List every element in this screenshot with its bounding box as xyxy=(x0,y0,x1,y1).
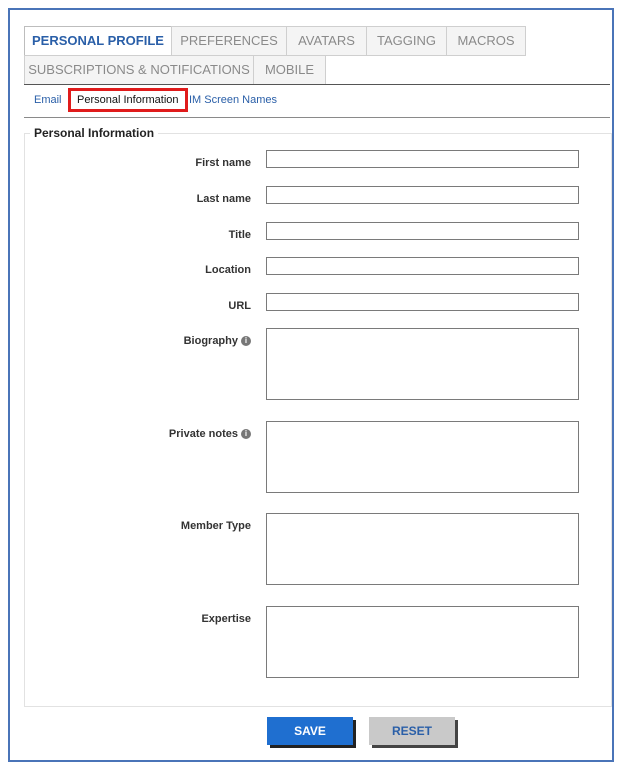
private-notes-label-group xyxy=(169,428,251,440)
first-name-input[interactable] xyxy=(266,150,579,168)
expertise-textarea[interactable] xyxy=(266,606,579,678)
subtabs-divider xyxy=(24,117,610,118)
url-label: URL xyxy=(228,300,251,312)
subtab-im-screen-names[interactable]: IM Screen Names xyxy=(189,94,278,106)
tabs-divider xyxy=(24,84,610,85)
url-input[interactable] xyxy=(266,293,579,311)
private-notes-label: Private notes xyxy=(168,428,238,440)
reset-button[interactable]: RESET xyxy=(369,717,455,745)
tab-mobile[interactable]: MOBILE xyxy=(253,55,326,85)
subtab-personal-information[interactable]: Personal Information xyxy=(68,88,188,112)
member-type-textarea[interactable] xyxy=(266,513,579,585)
last-name-input[interactable] xyxy=(266,186,579,204)
private-notes-textarea[interactable] xyxy=(266,421,579,493)
info-icon[interactable]: i xyxy=(241,429,251,439)
biography-textarea[interactable] xyxy=(266,328,579,400)
biography-label: Biography xyxy=(183,335,238,347)
first-name-label: First name xyxy=(195,157,251,169)
section-legend: Personal Information xyxy=(30,126,158,140)
tab-avatars[interactable]: AVATARS xyxy=(286,26,367,56)
subtab-email[interactable]: Email xyxy=(34,94,62,106)
expertise-label: Expertise xyxy=(201,613,251,625)
biography-label-group xyxy=(184,335,251,347)
save-button[interactable]: SAVE xyxy=(267,717,353,745)
last-name-label: Last name xyxy=(196,193,251,205)
info-icon[interactable]: i xyxy=(241,336,251,346)
tab-macros[interactable]: MACROS xyxy=(446,26,526,56)
member-type-label: Member Type xyxy=(180,520,251,532)
location-input[interactable] xyxy=(266,257,579,275)
tab-personal-profile[interactable]: PERSONAL PROFILE xyxy=(24,26,172,56)
title-label: Title xyxy=(228,229,251,241)
title-input[interactable] xyxy=(266,222,579,240)
tab-tagging[interactable]: TAGGING xyxy=(366,26,447,56)
tab-preferences[interactable]: PREFERENCES xyxy=(171,26,287,56)
tab-subscriptions-notifications[interactable]: SUBSCRIPTIONS & NOTIFICATIONS xyxy=(24,55,254,85)
location-label: Location xyxy=(205,264,251,276)
